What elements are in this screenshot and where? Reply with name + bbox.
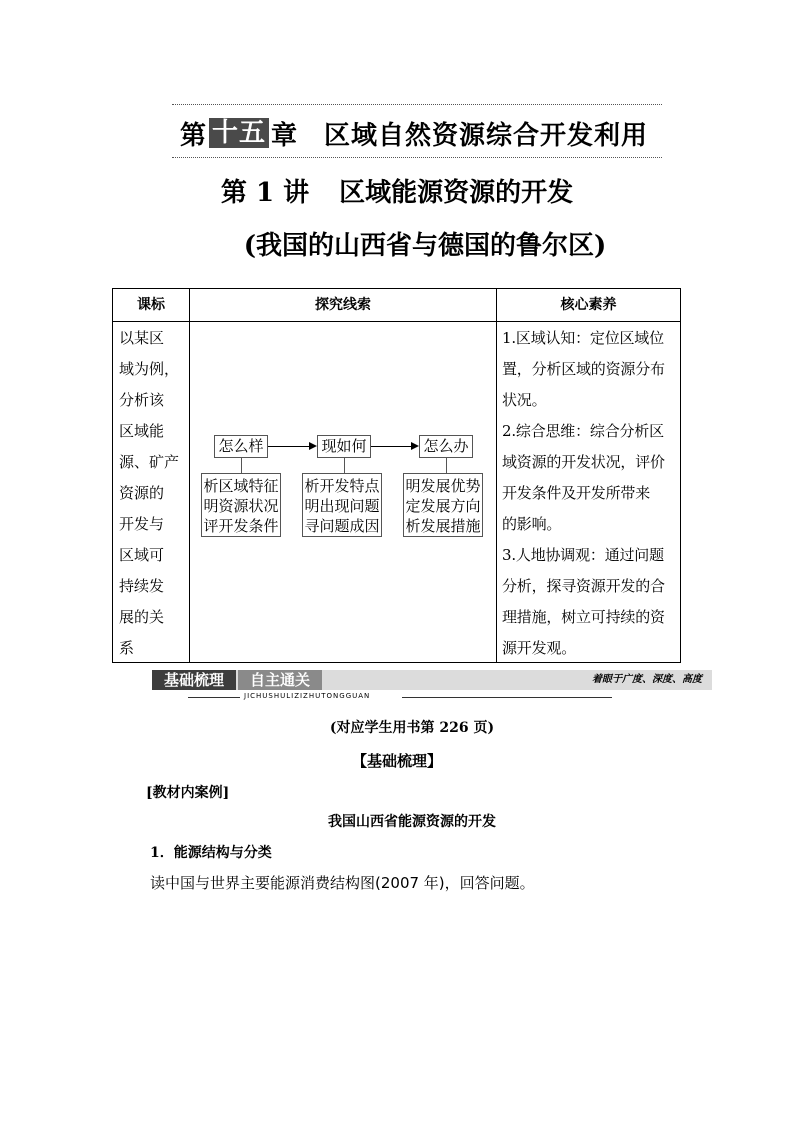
curriculum-line: 源、矿产	[119, 453, 180, 471]
banner-rule	[188, 697, 240, 698]
page-reference: (对应学生用书第 226 页)	[329, 720, 495, 736]
literacy-line: 源开发观。	[502, 639, 577, 657]
literacy-line: 状况。	[502, 391, 547, 409]
section-banner	[152, 670, 712, 706]
curriculum-line: 区域能	[119, 422, 165, 440]
flow-detail-line: 评开发条件	[203, 517, 279, 535]
flow-detail-box	[302, 473, 382, 537]
flow-stage-how-is: 怎么样	[214, 435, 268, 458]
lecture-title	[0, 172, 794, 209]
flow-connector	[241, 458, 242, 473]
literacy-line: 2.综合思维：综合分析区	[502, 422, 664, 440]
table-header-divider	[113, 321, 680, 322]
flow-arrow-head	[411, 442, 419, 450]
banner-motto: 着眼于广度、深度、高度	[592, 674, 702, 685]
literacy-line: 置，分析区域的资源分布	[502, 360, 665, 378]
curriculum-line: 资源的	[119, 484, 165, 502]
table-header-clues: 探究线索	[315, 297, 371, 313]
body-paragraph: 读中国与世界主要能源消费结构图(2007 年)，回答问题。	[150, 874, 535, 892]
curriculum-line: 系	[119, 639, 135, 657]
flow-connector	[446, 458, 447, 473]
curriculum-line: 分析该	[119, 391, 165, 409]
section-heading: 【基础梳理】	[351, 752, 442, 770]
lecture-name: 区域能源资源的开发	[339, 178, 574, 208]
case-title: 我国山西省能源资源的开发	[328, 814, 496, 830]
flow-detail-box	[403, 473, 483, 537]
curriculum-cell	[119, 323, 189, 664]
curriculum-line: 域为例，	[119, 360, 180, 378]
lecture-subtitle: (我国的山西省与德国的鲁尔区)	[243, 231, 607, 261]
flow-detail-line: 析区域特征	[203, 477, 279, 495]
case-tag: [教材内案例]	[146, 785, 230, 801]
flow-detail-line: 寻问题成因	[304, 517, 380, 535]
flow-detail-line: 明发展优势	[405, 477, 481, 495]
literacy-line: 3.人地协调观：通过问题	[502, 546, 664, 564]
curriculum-line: 展的关	[119, 608, 165, 626]
flow-detail-line: 析开发特点	[304, 477, 380, 495]
banner-label-dark: 基础梳理	[152, 670, 236, 690]
banner-pinyin: JICHUSHULIZIZHUTONGGUAN	[244, 692, 371, 700]
table-header-curriculum: 课标	[137, 297, 165, 313]
flow-detail-line: 明资源状况	[203, 497, 279, 515]
banner-label-light: 自主通关	[238, 670, 322, 690]
banner-rule	[402, 697, 612, 698]
literacy-line: 理措施，树立可持续的资	[502, 608, 665, 626]
lecture-label: 第 1 讲	[220, 178, 310, 208]
literacy-line: 开发条件及开发所带来	[502, 484, 651, 502]
flow-connector	[344, 458, 345, 473]
chapter-banner	[172, 104, 662, 158]
flow-detail-line: 定发展方向	[405, 497, 481, 515]
chapter-title: 区域自然资源综合开发利用	[324, 120, 649, 151]
flow-stage-status: 现如何	[317, 435, 371, 458]
table-divider	[496, 289, 497, 662]
flow-detail-line: 明出现问题	[304, 497, 380, 515]
flow-detail-line: 析发展措施	[405, 517, 481, 535]
literacy-cell	[502, 323, 678, 664]
flow-arrow-line	[268, 446, 309, 447]
literacy-line: 的影响。	[502, 515, 562, 533]
flow-detail-box	[201, 473, 281, 537]
curriculum-line: 开发与	[119, 515, 165, 533]
literacy-line: 分析，探寻资源开发的合	[502, 577, 665, 595]
chapter-heading	[180, 118, 649, 151]
flow-arrow-line	[371, 446, 411, 447]
sub-heading: 1．能源结构与分类	[150, 845, 272, 861]
overview-table	[112, 288, 681, 663]
table-header-literacy: 核心素养	[560, 297, 617, 313]
chapter-number: 十五	[209, 118, 269, 148]
table-divider	[189, 289, 190, 662]
chapter-prefix: 第	[180, 120, 208, 151]
curriculum-line: 以某区	[119, 329, 165, 347]
curriculum-line: 区域可	[119, 546, 165, 564]
chapter-suffix: 章	[271, 120, 299, 151]
curriculum-line: 持续发	[119, 577, 165, 595]
literacy-line: 1.区域认知：定位区域位	[502, 329, 664, 347]
flow-stage-what-to-do: 怎么办	[419, 435, 473, 458]
flow-arrow-head	[309, 442, 317, 450]
literacy-line: 域资源的开发状况，评价	[502, 453, 665, 471]
